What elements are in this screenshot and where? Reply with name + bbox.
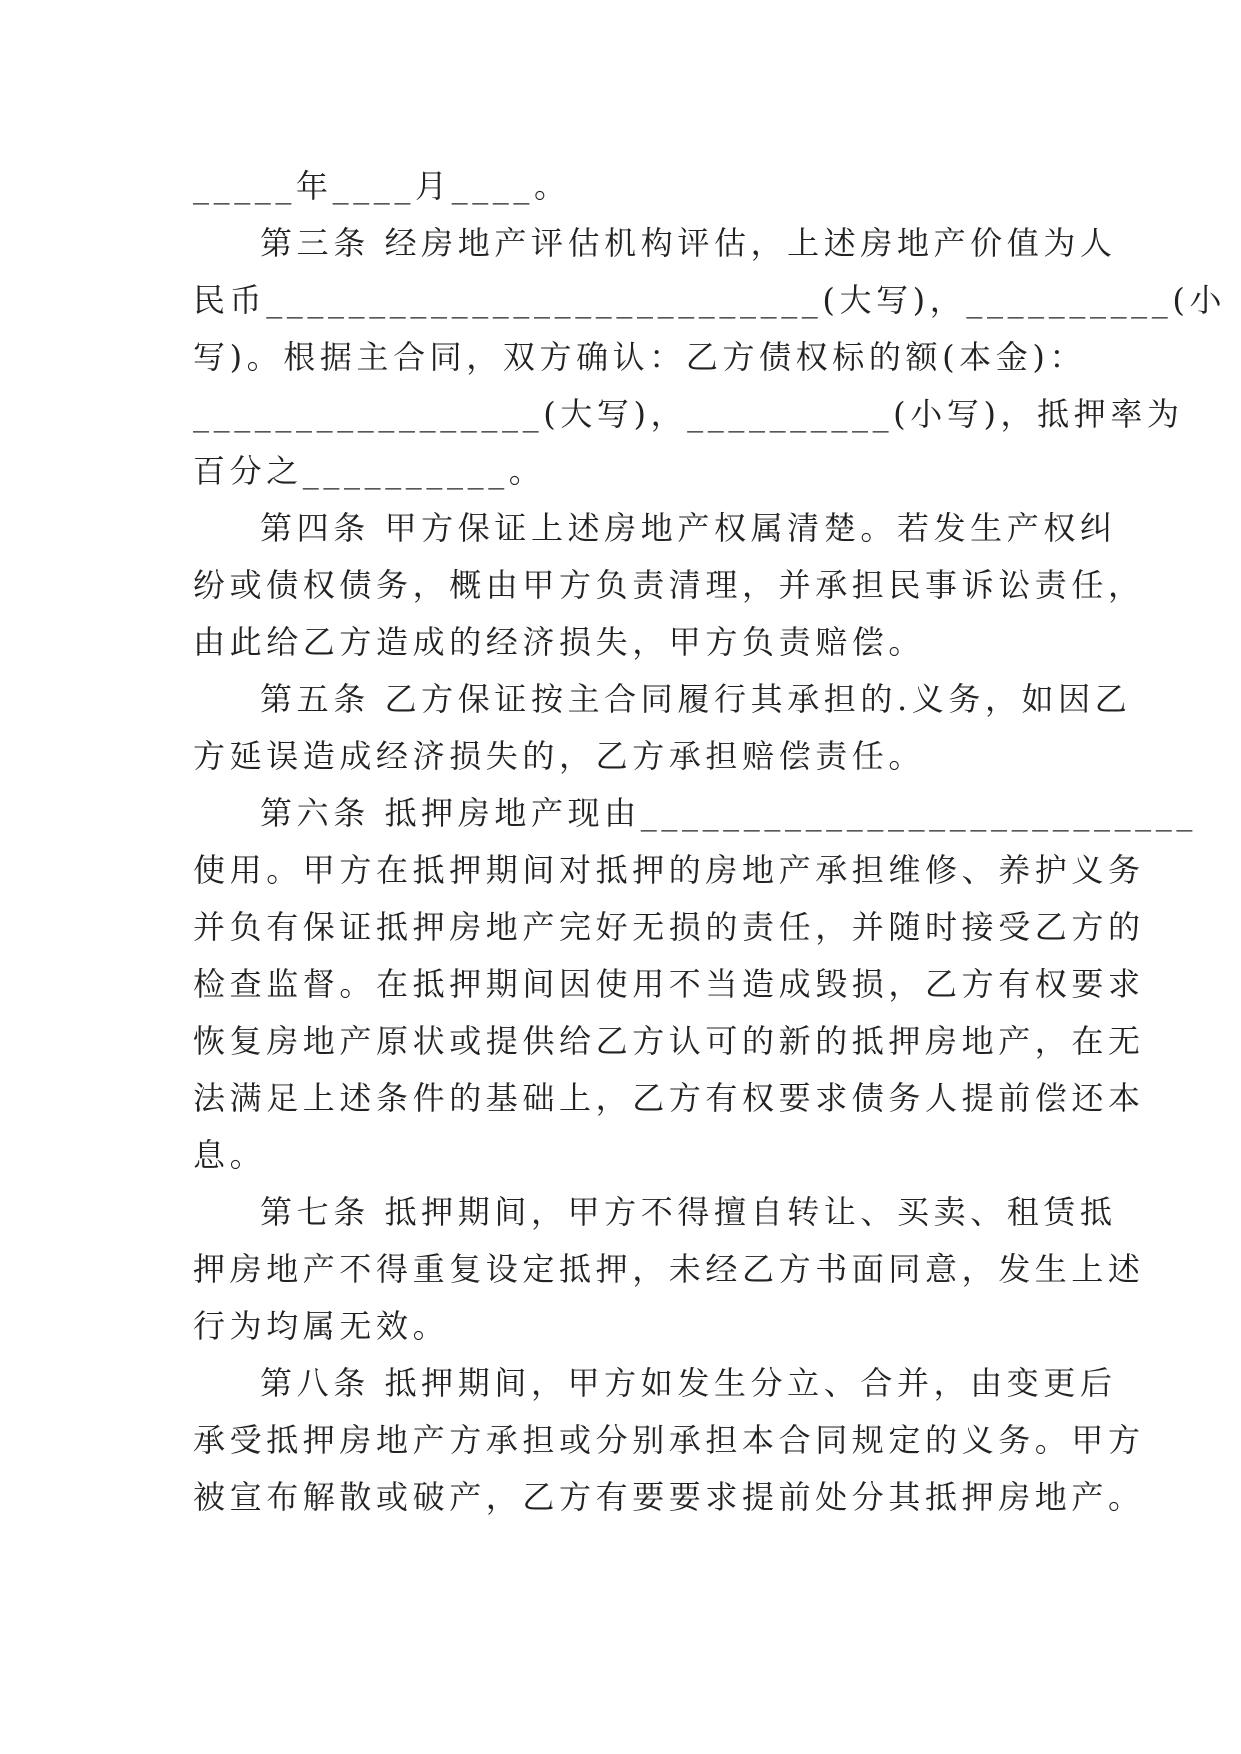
text-line: 由此给乙方造成的经济损失，甲方负责赔偿。: [193, 623, 926, 661]
text-line: 检查监督。在抵押期间因使用不当造成毁损，乙方有权要求: [193, 965, 1145, 1003]
text-line: 息。: [193, 1136, 267, 1174]
text-line: 法满足上述条件的基础上，乙方有权要求债务人提前偿还本: [193, 1079, 1145, 1117]
text-line: 写)。根据主合同，双方确认：乙方债权标的额(本金)：: [193, 338, 1087, 376]
clause-6-heading-line: 第六条 抵押房地产现由___________________________: [260, 794, 1197, 832]
text-line: 被宣布解散或破产，乙方有要要求提前处分其抵押房地产。: [193, 1478, 1145, 1516]
clause-4-heading-line: 第四条 甲方保证上述房地产权属清楚。若发生产权纠: [260, 509, 1117, 547]
text-line: 押房地产不得重复设定抵押，未经乙方书面同意，发生上述: [193, 1250, 1145, 1288]
text-line: 承受抵押房地产方承担或分别承担本合同规定的义务。甲方: [193, 1421, 1145, 1459]
text-line: 使用。甲方在抵押期间对抵押的房地产承担维修、养护义务: [193, 851, 1145, 889]
clause-3-heading-line: 第三条 经房地产评估机构评估，上述房地产价值为人: [260, 224, 1117, 262]
text-line: _________________(大写)，__________(小写)，抵押率为: [193, 395, 1184, 433]
text-line: 并负有保证抵押房地产完好无损的责任，并随时接受乙方的: [193, 908, 1145, 946]
text-line: 方延误造成经济损失的，乙方承担赔偿责任。: [193, 737, 926, 775]
text-line: 恢复房地产原状或提供给乙方认可的新的抵押房地产，在无: [193, 1022, 1145, 1060]
text-line: 百分之__________。: [193, 452, 546, 490]
clause-5-heading-line: 第五条 乙方保证按主合同履行其承担的.义务，如因乙: [260, 680, 1132, 718]
text-line: 行为均属无效。: [193, 1307, 450, 1345]
text-line: 民币___________________________(大写)，__________(小: [193, 281, 1227, 319]
text-line: _____年____月____。: [193, 167, 571, 205]
clause-8-heading-line: 第八条 抵押期间，甲方如发生分立、合并，由变更后: [260, 1364, 1117, 1402]
text-line: 纷或债权债务，概由甲方负责清理，并承担民事诉讼责任，: [193, 566, 1145, 604]
clause-7-heading-line: 第七条 抵押期间，甲方不得擅自转让、买卖、租赁抵: [260, 1193, 1117, 1231]
